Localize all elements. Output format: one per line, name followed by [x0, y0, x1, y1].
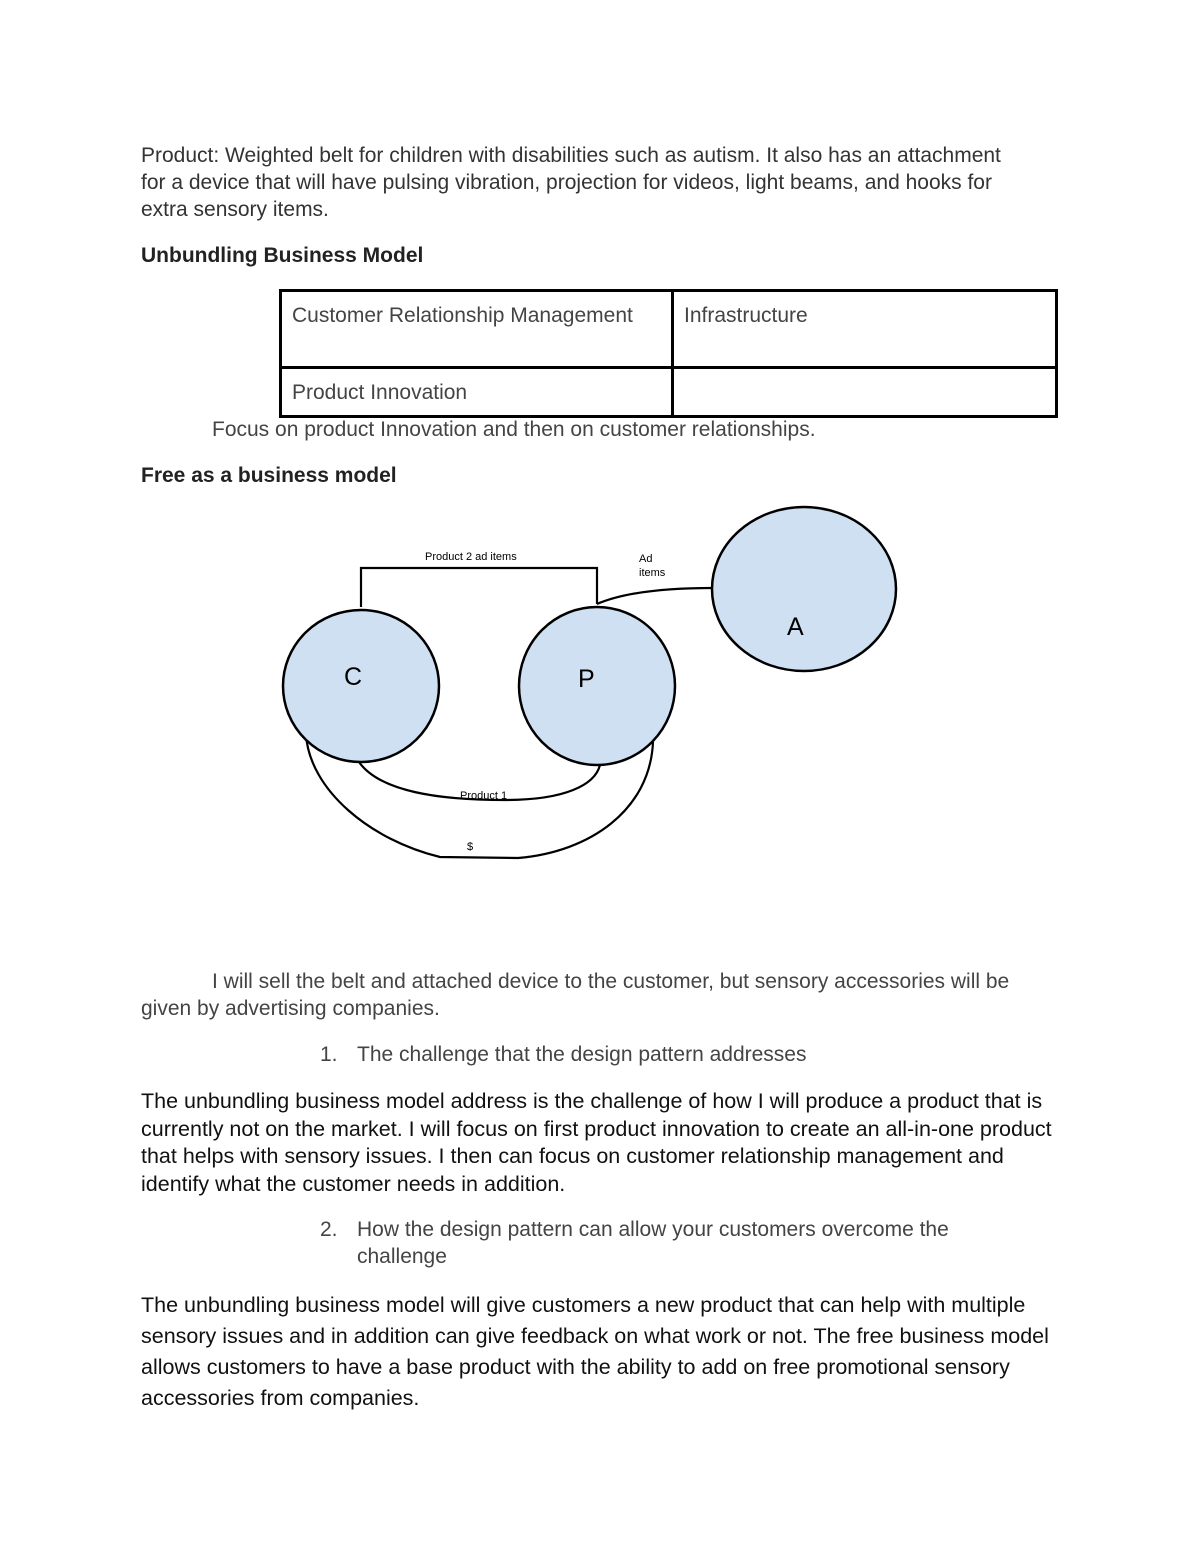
customer-label: C [344, 663, 363, 691]
challenge-paragraph: The unbundling business model address is the challenge of how I will produce a product that is currently not on the market. I will focus on first product innovation to create an all-in-one product that helps with sensory issues. I then can focus on customer relationship management and identify what the customer needs in addition. [141, 1089, 1052, 1196]
ad-label-line1: Ad [639, 553, 653, 565]
product2-label: Product 2 ad items [425, 551, 517, 563]
money-label: $ [467, 841, 474, 853]
ad-label-line2: items [639, 567, 666, 579]
product1-label: Product 1 [460, 790, 508, 802]
producer-label: P [578, 665, 595, 693]
list-text: The challenge that the design pattern addresses [357, 1043, 807, 1066]
unbundling-heading: Unbundling Business Model [141, 244, 424, 267]
producer-circle [519, 607, 675, 765]
table-cell: Product Innovation [281, 368, 673, 417]
list-number: 2. [320, 1218, 338, 1241]
free-model-heading: Free as a business model [141, 464, 397, 487]
overcome-paragraph: The unbundling business model will give customers a new product that can help with multiple sensory issues and in addition can give feedback on what work or not. The free business model allows customers to have a base product with the ability to add on free promotional sensory accessories from companies. [141, 1293, 1049, 1410]
ad-items-connector [597, 588, 712, 604]
advertiser-circle [712, 507, 896, 671]
product-description: Product: Weighted belt for children with disabilities such as autism. It also has an attachment for a device that will have pulsing vibration, projection for videos, light beams, and hooks for extra sensory items. [141, 144, 1001, 221]
sell-paragraph: I will sell the belt and attached device to the customer, but sensory accessories will be given by advertising companies. [141, 970, 1010, 1020]
advertiser-label: A [787, 613, 804, 641]
product2-connector [361, 568, 597, 607]
customer-node [283, 610, 439, 762]
focus-note: Focus on product Innovation and then on customer relationships. [212, 418, 816, 441]
list-item [320, 1041, 1040, 1068]
producer-node [519, 607, 675, 765]
list-text: How the design pattern can allow your customers overcome the challenge [357, 1218, 949, 1268]
table-cell: Customer Relationship Management [281, 291, 673, 368]
list-number: 1. [320, 1043, 338, 1066]
table-cell: Infrastructure [673, 291, 1057, 368]
list-item [320, 1216, 1040, 1270]
advertiser-node [712, 507, 896, 671]
